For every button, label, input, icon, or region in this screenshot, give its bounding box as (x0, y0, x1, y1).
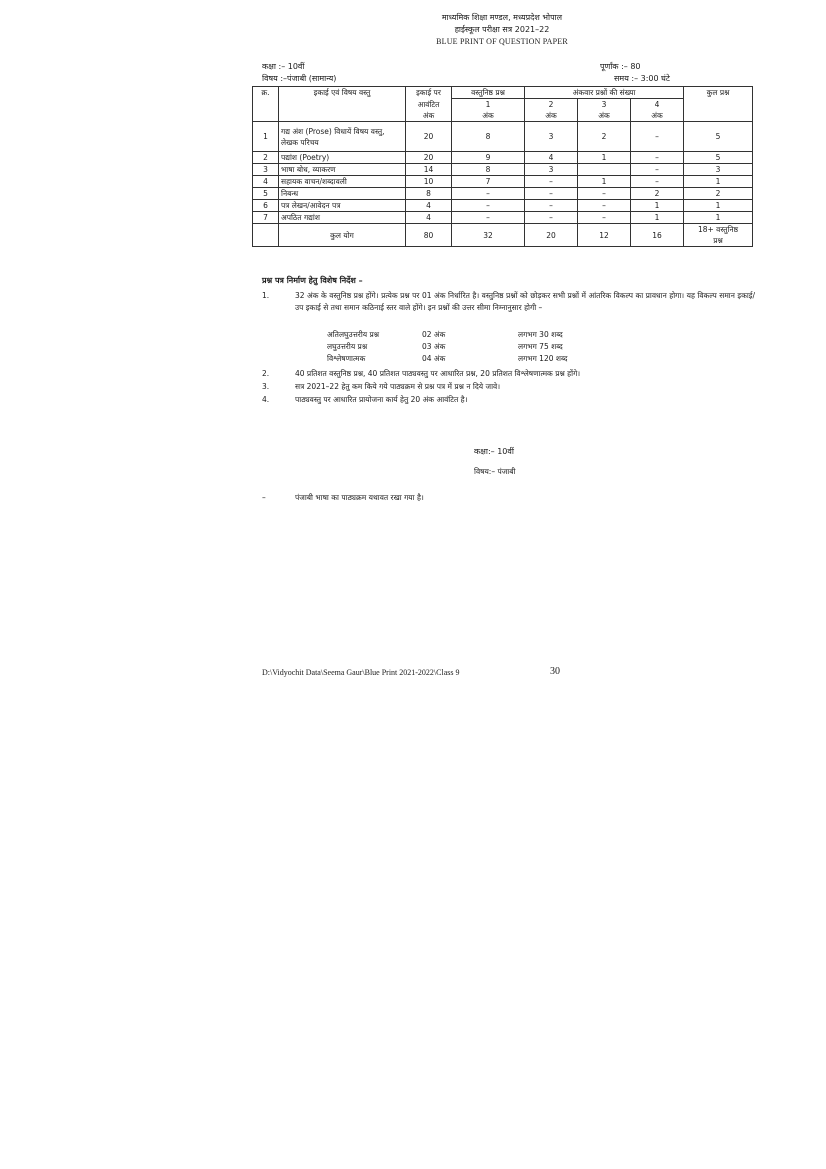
exam-time: समय :– 3:00 घंटे (614, 74, 670, 83)
board-name: माध्यमिक शिक्षा मण्डल, मध्यप्रदेश भोपाल (441, 13, 563, 22)
max-marks: पूर्णांक :– 80 (600, 62, 641, 71)
instruction-item-2: 2. 40 प्रतिशत वस्तुनिष्ठ प्रश्न, 40 प्रतिशत पाठ्यवस्तु पर आधारित प्रश्न, 20 प्रतिशत विश्लेषणात्मक प्रश्न होंगे। (262, 369, 581, 378)
header-objective: वस्तुनिष्ठ प्रश्न (452, 87, 525, 99)
totals-questions: 18+ वस्तुनिष्ठ प्रश्न (684, 224, 753, 247)
header-ank-2: अंक (525, 110, 578, 122)
header-unit: इकाई एवं विषय वस्तु (279, 87, 406, 99)
header-markwise: अंकवार प्रश्नों की संख्या (525, 87, 684, 99)
table-row: 1 गद्य अंश (Prose) विधायें विषय वस्तु, लेखक परिचय 20 8 3 2 – 5 (253, 122, 753, 152)
header-m4: 4 (631, 99, 684, 111)
header-sr: क्र. (253, 87, 279, 99)
totals-row: कुल योग 80 32 20 12 16 18+ वस्तुनिष्ठ प्रश्न (253, 224, 753, 247)
section2-note: पंजाबी भाषा का पाठ्यक्रम यथावत रखा गया है। (295, 493, 424, 502)
blueprint-table (252, 86, 753, 247)
totals-label: कुल योग (279, 224, 406, 247)
section2-dash: – (262, 493, 266, 502)
header-m2: 2 (525, 99, 578, 111)
instruction-item-3: 3. सत्र 2021–22 हेतु कम किये गये पाठ्यक्रम से प्रश्न पत्र में प्रश्न न दिये जावे। (262, 382, 501, 391)
header-obj-unit: अंक (452, 110, 525, 122)
table-row: 7 अपठित गद्यांश 4 – – – 1 1 (253, 212, 753, 224)
table-subheader-row-2 (253, 110, 753, 122)
instructions-title: प्रश्न पत्र निर्माण हेतु विशेष निर्देश – (262, 276, 363, 285)
instruction-item-4: 4. पाठ्यवस्तु पर आधारित प्रायोजना कार्य हेतु 20 अंक आवंटित है। (262, 395, 468, 404)
header-marks-a: इकाई पर (406, 87, 452, 99)
table-row: 4 सहायक वाचन/शब्दावली 10 7 – 1 – 1 (253, 176, 753, 188)
section2-subject: विषय:– पंजाबी (474, 467, 516, 476)
header-total: कुल प्रश्न (684, 87, 753, 99)
table-row: 5 निबन्ध 8 – – – 2 2 (253, 188, 753, 200)
header-obj-val: 1 (452, 99, 525, 111)
page-number: 30 (550, 666, 560, 677)
instruction-item-1: 1. 32 अंक के वस्तुनिष्ठ प्रश्न होंगे। प्रत्येक प्रश्न पर 01 अंक निर्धारित है। वस्तुनिष्ठ प्रश्नों को छोड़कर सभी प्रश्नों में आंतरिक विकल्प का प्रावधान होगा। यह विकल्प समान इकाई/उप इकाई से तथा समान कठिनाई स्तर वाले होंगे। इन प्रश्नों की उत्तर सीमा निम्नानुसार होगी – (262, 291, 755, 312)
class-label: कक्षा :– 10वीं (262, 62, 305, 71)
table-header-row (253, 87, 753, 99)
blueprint-title: BLUE PRINT OF QUESTION PAPER (436, 37, 568, 46)
section2-class: कक्षा:– 10वीं (474, 447, 514, 456)
subject-label: विषय :–पंजाबी (सामान्य) (262, 74, 337, 83)
session-title: हाईस्कूल परीक्षा सत्र 2021–22 (454, 25, 550, 34)
header-ank-4: अंक (631, 110, 684, 122)
header-marks-c: अंक (406, 110, 452, 122)
page-header (330, 12, 674, 48)
header-m3: 3 (578, 99, 631, 111)
table-row: 3 भाषा बोध, व्याकरण 14 8 3 – 3 (253, 164, 753, 176)
header-marks-b: आवंटित (406, 99, 452, 111)
table-row: 2 पद्यांश (Poetry) 20 9 4 1 – 5 (253, 152, 753, 164)
footer-path: D:\Vidyochit Data\Seema Gaur\Blue Print 2021-2022\Class 9 (262, 668, 460, 677)
table-subheader-row (253, 99, 753, 111)
header-ank-3: अंक (578, 110, 631, 122)
table-row: 6 पत्र लेखन/आवेदन पत्र 4 – – – 1 1 (253, 200, 753, 212)
